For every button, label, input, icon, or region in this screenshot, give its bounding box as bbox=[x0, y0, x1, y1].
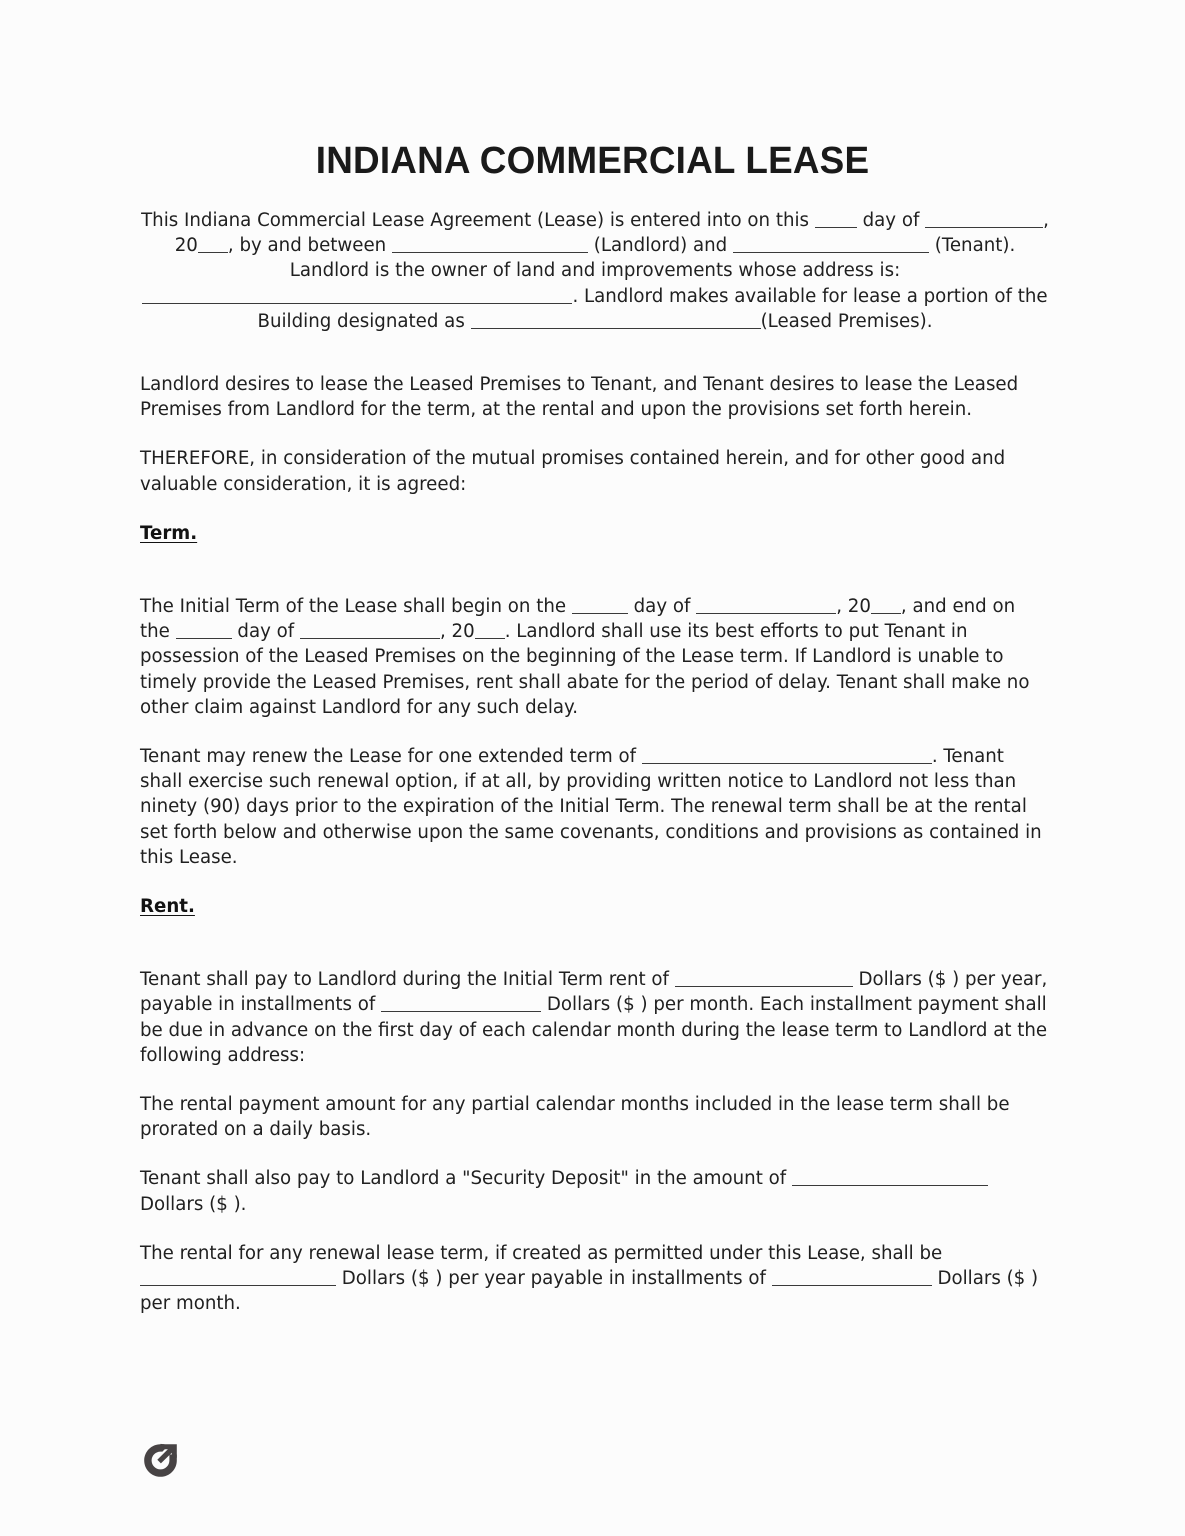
section-heading-term: Term. bbox=[140, 522, 198, 544]
intro-text-5: (Landlord) and bbox=[587, 235, 733, 257]
rent-payment-text-2: Dollars ($ ) per year, payable in installments of bbox=[140, 969, 1048, 1016]
renewal-rental-text-1: The rental for any renewal lease term, if created as permitted under this Lease, shall be bbox=[140, 1242, 943, 1264]
tenant-name-blank[interactable] bbox=[733, 236, 929, 253]
renewal-text-2: . Tenant shall exercise such renewal option, if at all, by providing written notice to Landlord not less than ninety (90) days prior to the expiration of the Initial Term. The renewal term shall be at the rental set forth below and otherwise upon the same covenants, conditions and provisions as contained in this Lease. bbox=[140, 746, 1042, 868]
renewal-rental-paragraph bbox=[140, 1241, 1050, 1317]
landlord-address-blank[interactable] bbox=[142, 287, 572, 304]
intro-text-4: , by and between bbox=[227, 235, 392, 257]
initial-term-text-3: , 20 bbox=[836, 596, 871, 618]
section-heading-rent: Rent. bbox=[140, 896, 195, 918]
proration-paragraph: The rental payment amount for any partial calendar months included in the lease term shall be prorated on a daily basis. bbox=[140, 1094, 1010, 1141]
initial-term-text-1: The Initial Term of the Lease shall begin on the bbox=[140, 596, 572, 618]
intro-paragraph bbox=[140, 208, 1050, 334]
monthly-rent-blank[interactable] bbox=[381, 995, 541, 1012]
begin-day-blank[interactable] bbox=[572, 597, 628, 614]
renewal-paragraph bbox=[140, 744, 1050, 870]
term-heading-wrap bbox=[140, 521, 1050, 570]
rent-heading-wrap bbox=[140, 894, 1050, 943]
renewal-annual-rent-blank[interactable] bbox=[140, 1269, 336, 1286]
year-blank[interactable] bbox=[198, 236, 228, 253]
security-deposit-text-2: Dollars ($ ). bbox=[140, 1193, 247, 1215]
intro-text-8: (Leased Premises). bbox=[760, 310, 933, 332]
end-year-blank[interactable] bbox=[475, 622, 505, 639]
rent-payment-text-1: Tenant shall pay to Landlord during the Initial Term rent of bbox=[140, 969, 675, 991]
end-day-blank[interactable] bbox=[176, 622, 232, 639]
annual-rent-blank[interactable] bbox=[675, 970, 853, 987]
therefore-paragraph: THEREFORE, in consideration of the mutual promises contained herein, and for other good and valuable consideration, it is agreed: bbox=[140, 448, 1006, 495]
intro-text-7: . Landlord makes available for lease a portion of the Building designated as bbox=[257, 285, 1048, 332]
rent-payment-text-3: Dollars ($ ) per month. Each installment payment shall be due in advance on the first day of each calendar month during the lease term to Landlord at the following address: bbox=[140, 994, 1048, 1066]
security-deposit-paragraph bbox=[140, 1166, 1050, 1216]
security-deposit-text-1: Tenant shall also pay to Landlord a "Security Deposit" in the amount of bbox=[140, 1168, 792, 1190]
end-month-blank[interactable] bbox=[300, 622, 440, 639]
recital-paragraph: Landlord desires to lease the Leased Premises to Tenant, and Tenant desires to lease the Leased Premises from Landlord for the term, at the rental and upon the provisions set forth herein. bbox=[140, 374, 1019, 421]
renewal-rental-text-2: Dollars ($ ) per year payable in installments of bbox=[336, 1268, 772, 1290]
initial-term-text-6: , 20 bbox=[439, 621, 475, 643]
leased-premises-blank[interactable] bbox=[471, 312, 761, 329]
begin-year-blank[interactable] bbox=[871, 597, 901, 614]
intro-text-1: This Indiana Commercial Lease Agreement (Lease) is entered into on this bbox=[141, 210, 815, 231]
extended-term-blank[interactable] bbox=[642, 747, 932, 764]
intro-text-3: , 20 bbox=[174, 210, 1049, 257]
begin-month-blank[interactable] bbox=[696, 597, 836, 614]
renewal-text-1: Tenant may renew the Lease for one extended term of bbox=[140, 746, 642, 768]
initial-term-text-2: day of bbox=[627, 596, 697, 618]
renewal-rental-text-3: Dollars ($ ) per month. bbox=[140, 1268, 1039, 1315]
rent-payment-paragraph bbox=[140, 967, 1050, 1068]
day-blank[interactable] bbox=[815, 211, 857, 228]
intro-text-6: (Tenant). Landlord is the owner of land and improvements whose address is: bbox=[289, 235, 1016, 282]
initial-term-paragraph bbox=[140, 594, 1050, 720]
initial-term-text-5: day of bbox=[231, 621, 300, 643]
circular-arrow-external-link-icon bbox=[138, 1438, 182, 1482]
renewal-monthly-rent-blank[interactable] bbox=[772, 1269, 932, 1286]
initial-term-text-4: , and end on the bbox=[140, 596, 1016, 643]
landlord-name-blank[interactable] bbox=[392, 236, 588, 253]
document-body bbox=[140, 208, 1050, 1341]
month-blank[interactable] bbox=[925, 211, 1043, 228]
intro-text-2: day of bbox=[856, 210, 926, 231]
security-deposit-amount-blank[interactable] bbox=[792, 1169, 988, 1186]
initial-term-text-7: . Landlord shall use its best efforts to put Tenant in possession of the Leased Premises on the beginning of the Lease term. If Landlord is unable to timely provide the Leased Premises, rent shall abate for the period of delay. Tenant shall make no other claim against Landlord for any such delay. bbox=[140, 621, 1030, 718]
page-title: INDIANA COMMERCIAL LEASE bbox=[315, 140, 870, 182]
